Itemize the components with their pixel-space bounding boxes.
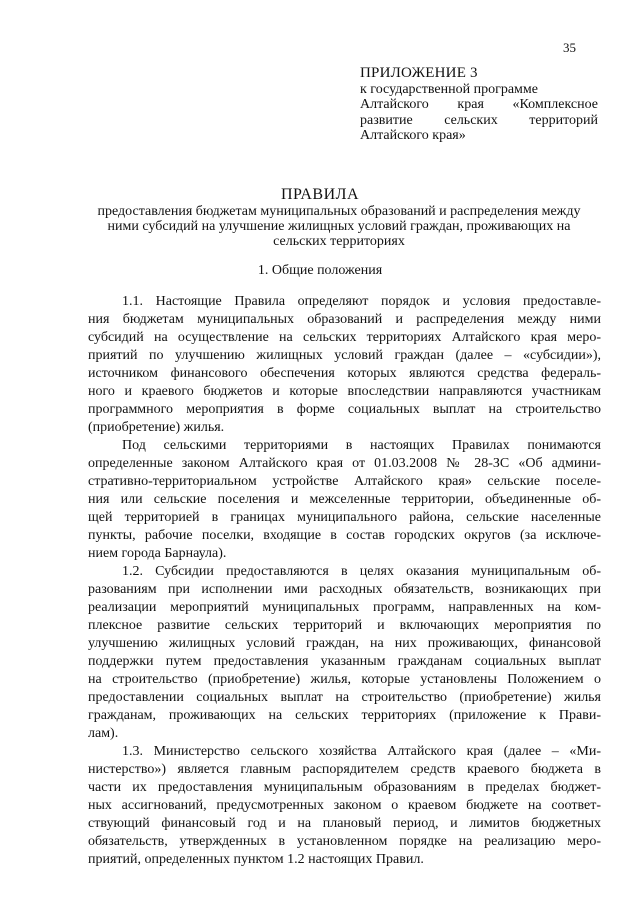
paragraph <box>88 293 601 437</box>
paragraph-line: реализации мероприятий муниципальных программ, направленных на ком- <box>88 600 601 615</box>
page-number: 35 <box>563 40 576 55</box>
paragraph <box>88 563 601 743</box>
appendix-line: Алтайского края «Комплексное <box>360 97 598 112</box>
paragraph-line: источником финансового обеспечения которых являются средства федераль- <box>88 366 601 381</box>
appendix-line: развитие сельских территорий <box>360 112 598 128</box>
appendix-line: Алтайского края» <box>360 128 466 143</box>
paragraph-line: Под сельскими территориями в настоящих Правилах понимаются <box>122 438 601 453</box>
paragraph-line: предоставлении социальных выплат на строительство (приобретение) жилья <box>88 690 601 705</box>
paragraph-line: части их предоставления муниципальным образованиям в пределах бюджет- <box>88 780 601 795</box>
paragraph-line: нием города Барнаула). <box>88 546 227 561</box>
appendix-heading: ПРИЛОЖЕНИЕ 3 <box>360 65 478 81</box>
paragraph-line: лам). <box>88 726 119 741</box>
paragraph-line: программного мероприятия в форме социальных выплат на строительство <box>88 402 601 417</box>
document-subtitle <box>80 204 598 249</box>
document-title: ПРАВИЛА <box>280 186 360 203</box>
paragraph-line: обязательств, утвержденных в установленном порядке на реализацию меро- <box>88 834 601 849</box>
paragraph-line: 1.2. Субсидии предоставляются в целях оказания муниципальным об- <box>122 564 601 579</box>
paragraph-line: нистерство») является главным распорядителем средств краевого бюджета в <box>88 762 601 777</box>
paragraph-line: приятий по улучшению жилищных условий граждан (далее – «субсидии»), <box>88 348 601 363</box>
paragraph-line: ствующий финансовый год и на плановый период, и лимитов бюджетных <box>88 816 601 831</box>
paragraph <box>88 437 601 563</box>
paragraph-line: приятий, определенных пунктом 1.2 настоящих Правил. <box>88 852 424 867</box>
paragraph-line: стративно-территориальном устройстве Алтайского края» сельские поселе- <box>88 474 601 489</box>
paragraph-line: ного и краевого бюджетов и которые впоследствии направляются участникам <box>88 384 601 399</box>
paragraph-line: ных ассигнований, предусмотренных законом о краевом бюджете на соответ- <box>88 798 601 813</box>
subtitle-line: предоставления бюджетам муниципальных образований и распределения между <box>97 204 581 219</box>
paragraph-line: плексное развитие сельских территорий и включающих мероприятия по <box>88 618 601 633</box>
paragraph-line: ния или сельские поселения и межселенные территории, объединенные об- <box>88 492 601 507</box>
paragraph-line: определенные законом Алтайского края от 01.03.2008 № 28-ЗС «Об админи- <box>88 456 601 471</box>
appendix-header <box>360 66 598 144</box>
paragraph-line: субсидий на осуществление на сельских территориях Алтайского края меро- <box>88 330 601 345</box>
subtitle-line: ними субсидий на улучшение жилищных условий граждан, проживающих на <box>107 219 571 234</box>
section-heading: 1. Общие положения <box>257 263 383 278</box>
paragraph-line: поддержки путем предоставления указанным гражданам социальных выплат <box>88 654 601 669</box>
paragraph-line: разованиям при исполнении ими расходных обязательств, возникающих при <box>88 582 601 597</box>
paragraph-line: щей территорией в границах муниципального района, сельские населенные <box>88 510 601 525</box>
paragraph-line: 1.3. Министерство сельского хозяйства Алтайского края (далее – «Ми- <box>122 744 601 759</box>
paragraph-line: ния бюджетам муниципальных образований и распределения между ними <box>88 312 601 327</box>
paragraph-line: 1.1. Настоящие Правила определяют порядок и условия предоставле- <box>122 294 601 309</box>
subtitle-line: сельских территориях <box>273 234 405 249</box>
paragraph <box>88 743 601 869</box>
paragraph-line: улучшению жилищных условий граждан, на них проживающих, финансовой <box>88 636 601 651</box>
appendix-line: к государственной программе <box>360 81 538 97</box>
document-body <box>88 293 601 869</box>
paragraph-line: (приобретение) жилья. <box>88 420 225 435</box>
paragraph-line: гражданам, проживающих на сельских территориях (приложение к Прави- <box>88 708 601 723</box>
paragraph-line: пункты, рабочие поселки, входящие в состав городских округов (за исключе- <box>88 528 601 543</box>
paragraph-line: на строительство (приобретение) жилья, которые установлены Положением о <box>88 672 601 687</box>
